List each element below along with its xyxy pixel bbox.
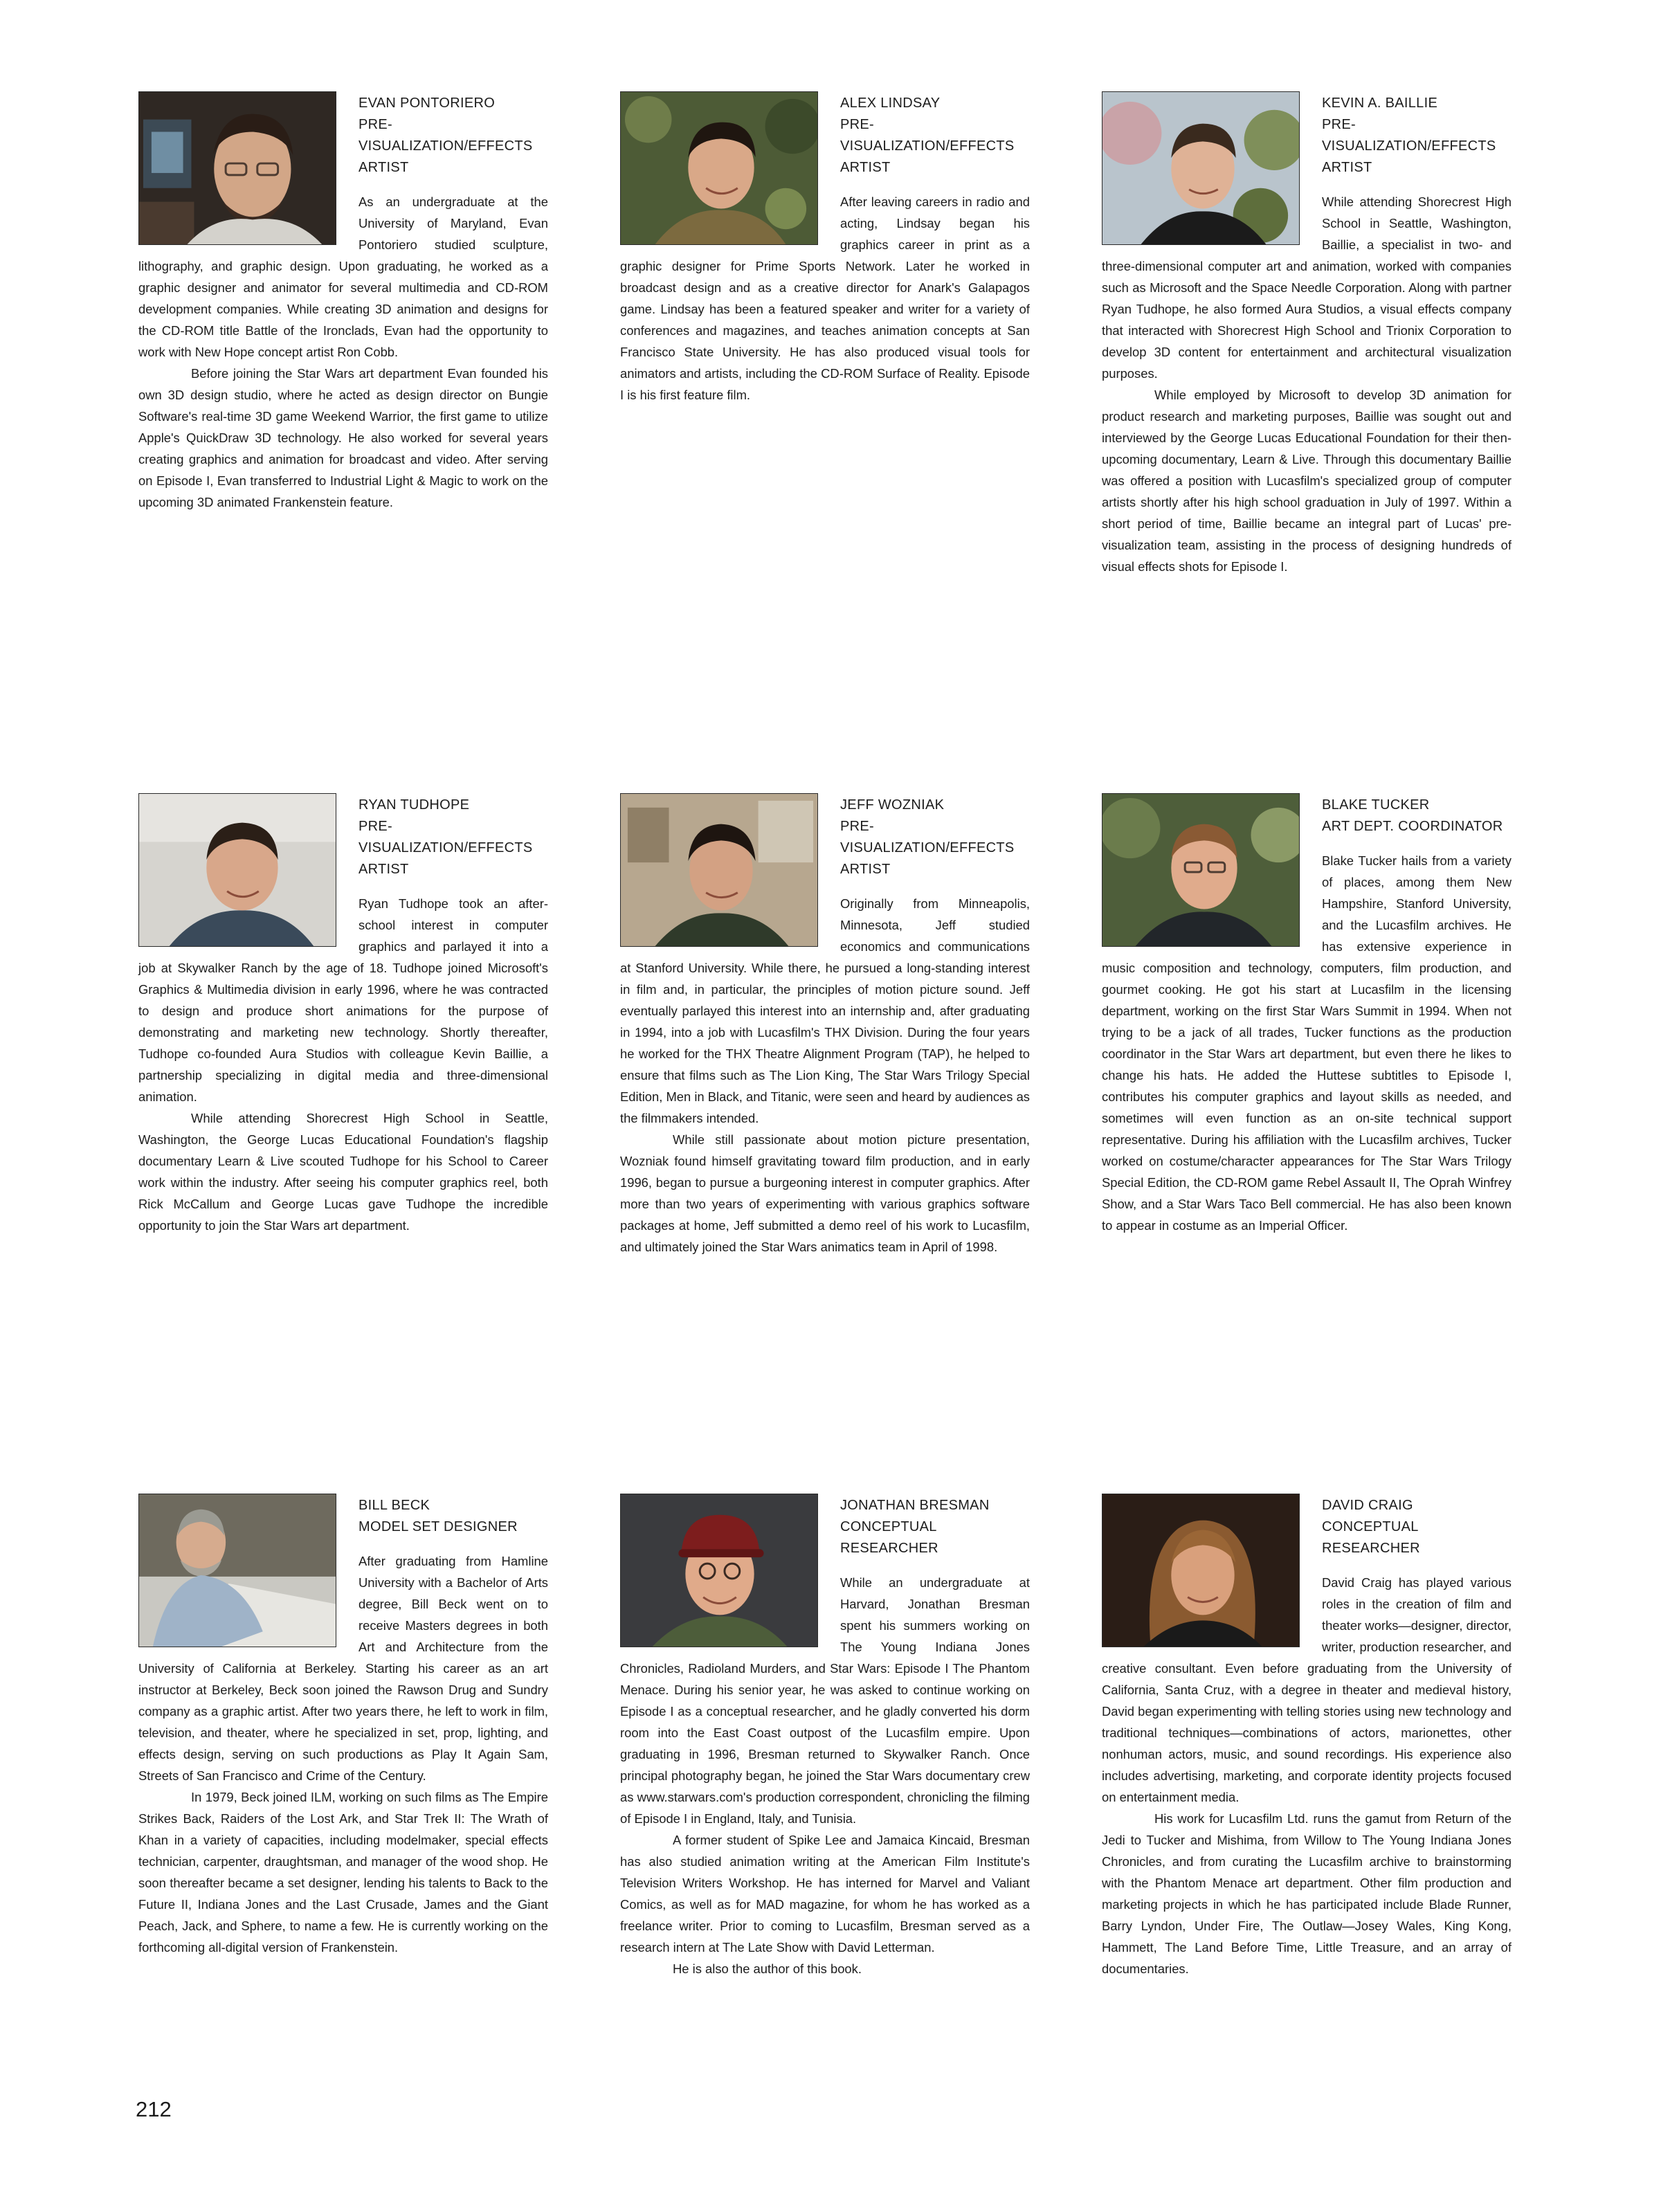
portrait-photo xyxy=(620,1494,818,1647)
portrait-photo-icon xyxy=(139,92,336,244)
bio-name: BILL BECK xyxy=(358,1498,430,1513)
bio-paragraph: He is also the author of this book. xyxy=(673,1961,862,1976)
bio-name: JEFF WOZNIAK xyxy=(840,797,945,813)
portrait-photo xyxy=(620,793,818,947)
portrait-photo xyxy=(1102,91,1300,245)
bio-jeff-wozniak xyxy=(620,793,1030,1258)
bio-role: CONCEPTUAL RESEARCHER xyxy=(1322,1519,1420,1556)
portrait-photo-icon xyxy=(1102,92,1299,244)
bio-paragraph: As an undergraduate at the University of Maryland, Evan Pontoriero studied sculpture, lithography, and graphic design. Upon graduating, he worked as a graphic designer and animator for several multimedia and CD-ROM development companies. While creating 3D animation and designs for the CD-ROM title Battle of the Ironclads, Evan had the opportunity to work with New Hope concept artist Ron Cobb. xyxy=(138,194,548,359)
bio-role: PRE-VISUALIZATION/EFFECTS ARTIST xyxy=(1322,117,1496,175)
bio-name: BLAKE TUCKER xyxy=(1322,797,1430,813)
portrait-photo-icon xyxy=(139,1494,336,1647)
bio-david-craig xyxy=(1102,1494,1512,1979)
bio-paragraph: David Craig has played various roles in the creation of film and theater works—designer, director, writer, production researcher, and creative consultant. Even before graduating from the University of California, Santa Cruz, with a degree in theater and medieval history, David began experimenting with telling stories using new technology and traditional techniques—combinations of actors, marionettes, other nonhuman actors, music, and sound recordings. His experience also includes advertising, marketing, and corporate identity projects focused on entertainment media. xyxy=(1102,1575,1512,1804)
bio-paragraph: Before joining the Star Wars art department Evan founded his own 3D design studio, where he acted as design director on Bungie Software's real-time 3D game Weekend Warrior, the first game to utilize Apple's QuickDraw 3D technology. He also worked for several years creating graphics and animation for broadcast and video. After serving on Episode I, Evan transferred to Industrial Light & Magic to work on the upcoming 3D animated Frankenstein feature. xyxy=(138,366,548,509)
bio-paragraph: While still passionate about motion picture presentation, Wozniak found himself gravitating toward film production, and in early 1996, began to pursue a burgeoning interest in computer graphics. After more than two years of experimenting with various graphics software packages at home, Jeff submitted a demo reel of his work to Lucasfilm, and ultimately joined the Star Wars animatics team in April of 1998. xyxy=(620,1132,1030,1254)
bio-blake-tucker xyxy=(1102,793,1512,1236)
bio-paragraph: While an undergraduate at Harvard, Jonathan Bresman spent his summers working on The Young Indiana Jones Chronicles, Radioland Murders, and Star Wars: Episode I The Phantom Menace. During his senior year, he was asked to continue working on Episode I as a conceptual researcher, and he gladly converted his dorm room into the East Coast outpost of the Lucasfilm empire. Upon graduating in 1996, Bresman returned to Skywalker Ranch. Once principal photography began, he joined the Star Wars documentary crew as www.starwars.com's production correspondent, chronicling the filming of Episode I in England, Italy, and Tunisia. xyxy=(620,1575,1030,1826)
bio-paragraph: A former student of Spike Lee and Jamaica Kincaid, Bresman has also studied animation writing at the American Film Institute's Television Writers Workshop. He has interned for Marvel and Valiant Comics, as well as for MAD magazine, for whom he has worked as a freelance writer. Prior to coming to Lucasfilm, Bresman served as a research intern at The Late Show with David Letterman. xyxy=(620,1833,1030,1955)
bio-role: MODEL SET DESIGNER xyxy=(358,1519,518,1534)
bio-name: RYAN TUDHOPE xyxy=(358,797,470,813)
portrait-photo-icon xyxy=(1102,794,1299,946)
portrait-photo-icon xyxy=(1102,1494,1299,1647)
bio-bill-beck xyxy=(138,1494,548,1958)
bio-role: PRE-VISUALIZATION/EFFECTS ARTIST xyxy=(358,117,533,175)
bio-name: ALEX LINDSAY xyxy=(840,96,941,111)
bio-paragraph: His work for Lucasfilm Ltd. runs the gamut from Return of the Jedi to Tucker and Mishima, from Willow to The Young Indiana Jones Chronicles, and from curating the Lucasfilm archive to brainstorming with the Phantom Menace art department. Other film production and marketing projects in which he has participated include Blade Runner, Barry Lyndon, Under Fire, The Outlaw—Josey Wales, King Kong, Hammett, The Land Before Time, Little Treasure, and an array of documentaries. xyxy=(1102,1811,1512,1976)
portrait-photo xyxy=(138,793,336,947)
bio-name: EVAN PONTORIERO xyxy=(358,96,496,111)
page-number: 212 xyxy=(136,2097,172,2121)
bio-evan-pontoriero xyxy=(138,91,548,513)
bio-role: CONCEPTUAL RESEARCHER xyxy=(840,1519,938,1556)
bio-paragraph: Originally from Minneapolis, Minnesota, Jeff studied economics and communications at Stanford University. While there, he pursued a long-standing interest in film and, in particular, the principles of motion picture sound. Jeff eventually parlayed this interest into an internship and, after graduating in 1994, into a job with Lucasfilm's THX Division. During the four years he worked for the THX Theatre Alignment Program (TAP), he helped to ensure that films such as The Lion King, The Star Wars Trilogy Special Edition, Men in Black, and Titanic, were seen and heard by audiences as the filmmakers intended. xyxy=(620,896,1030,1125)
bio-kevin-baillie xyxy=(1102,91,1512,577)
bio-role: ART DEPT. COORDINATOR xyxy=(1322,819,1503,834)
portrait-photo xyxy=(1102,793,1300,947)
bio-paragraph: After leaving careers in radio and acting, Lindsay began his graphics career in print as a graphic designer for Prime Sports Network. Later he worked in broadcast design and as a creative director for Anark's Galapagos game. Lindsay has been a featured speaker and writer for a variety of conferences and magazines, and teaches animation concepts at San Francisco State University. He has also produced visual tools for animators and artists, including the CD-ROM Surface of Reality. Episode I is his first feature film. xyxy=(620,194,1030,402)
bio-paragraph: Ryan Tudhope took an after-school interest in computer graphics and parlayed it into a job at Skywalker Ranch by the age of 18. Tudhope joined Microsoft's Graphics & Multimedia division in early 1996, where he was contracted to design and produce short animations for the purpose of demonstrating and marketing new technology. Shortly thereafter, Tudhope co-founded Aura Studios with colleague Kevin Baillie, a partnership specializing in digital media and three-dimensional animation. xyxy=(138,896,548,1104)
bio-paragraph: While attending Shorecrest High School in Seattle, Washington, the George Lucas Educational Foundation's flagship documentary Learn & Live scouted Tudhope for his School to Career work within the industry. After seeing his computer graphics reel, both Rick McCallum and George Lucas gave Tudhope the incredible opportunity to join the Star Wars art department. xyxy=(138,1111,548,1233)
bio-paragraph: In 1979, Beck joined ILM, working on such films as The Empire Strikes Back, Raiders of the Lost Ark, and Star Trek II: The Wrath of Khan in a variety of capacities, including modelmaker, special effects technician, carpenter, draughtsman, and manager of the wood shop. He soon thereafter became a set designer, lending his talents to Back to the Future II, Indiana Jones and the Last Crusade, James and the Giant Peach, Jack, and Sphere, to name a few. He is currently working on the forthcoming all-digital version of Frankenstein. xyxy=(138,1790,548,1955)
bio-name: KEVIN A. BAILLIE xyxy=(1322,96,1438,111)
bio-name: JONATHAN BRESMAN xyxy=(840,1498,990,1513)
bio-paragraph: After graduating from Hamline University with a Bachelor of Arts degree, Bill Beck went on to receive Masters degrees in both Art and Architecture from the University of California at Berkeley. Starting his career as an art instructor at Berkeley, Beck soon joined the Rawson Drug and Sundry company as a graphic artist. After two years there, he left to work in film, television, and theater, where he specialized in set, prop, lighting, and effects design, serving on such productions as Play It Again Sam, Streets of San Francisco and Crime of the Century. xyxy=(138,1554,548,1783)
bio-paragraph: While attending Shorecrest High School in Seattle, Washington, Baillie, a specialist in two- and three-dimensional computer art and animation, worked with companies such as Microsoft and the Space Needle Corporation. Along with partner Ryan Tudhope, he also formed Aura Studios, a visual effects company that interacted with Shorecrest High School and Trionix Corporation to develop 3D content for entertainment and architectural visualization purposes. xyxy=(1102,194,1512,381)
portrait-photo-icon xyxy=(621,794,817,946)
bio-alex-lindsay xyxy=(620,91,1030,406)
bio-paragraph: While employed by Microsoft to develop 3D animation for product research and marketing purposes, Baillie was sought out and interviewed by the George Lucas Educational Foundation for their then-upcoming documentary, Learn & Live. Through this documentary Baillie was offered a position with Lucasfilm's specialized group of computer artists shortly after his high school graduation in July of 1997. Within a short period of time, Baillie became an integral part of Lucas' pre-visualization team, assisting in the process of designing hundreds of visual effects shots for Episode I. xyxy=(1102,388,1512,574)
portrait-photo-icon xyxy=(139,794,336,946)
bio-role: PRE-VISUALIZATION/EFFECTS ARTIST xyxy=(358,819,533,877)
portrait-photo xyxy=(1102,1494,1300,1647)
bio-name: DAVID CRAIG xyxy=(1322,1498,1413,1513)
portrait-photo-icon xyxy=(621,92,817,244)
bio-ryan-tudhope xyxy=(138,793,548,1236)
bio-role: PRE-VISUALIZATION/EFFECTS ARTIST xyxy=(840,117,1015,175)
portrait-photo xyxy=(138,91,336,245)
portrait-photo xyxy=(620,91,818,245)
bio-jonathan-bresman xyxy=(620,1494,1030,1979)
portrait-photo-icon xyxy=(621,1494,817,1647)
portrait-photo xyxy=(138,1494,336,1647)
bio-role: PRE-VISUALIZATION/EFFECTS ARTIST xyxy=(840,819,1015,877)
bio-paragraph: Blake Tucker hails from a variety of places, among them New Hampshire, Stanford University, and the Lucasfilm archives. He has extensive experience in music composition and technology, computers, film production, and gourmet cooking. He got his start at Lucasfilm in the licensing department, working on the first Star Wars Summit in 1994. When not trying to be a jack of all trades, Tucker functions as the production coordinator in the Star Wars art department, but even there he likes to change his hats. He added the Huttese subtitles to Episode I, contributes his computer graphics and layout skills as needed, and sometimes will even function as an on-site technical support representative. During his affiliation with the Lucasfilm archives, Tucker worked on costume/character appearances for The Star Wars Trilogy Special Edition, the CD-ROM game Rebel Assault II, The Oprah Winfrey Show, and a Star Wars Taco Bell commercial. He has also been known to appear in costume as an Imperial Officer. xyxy=(1102,853,1512,1233)
